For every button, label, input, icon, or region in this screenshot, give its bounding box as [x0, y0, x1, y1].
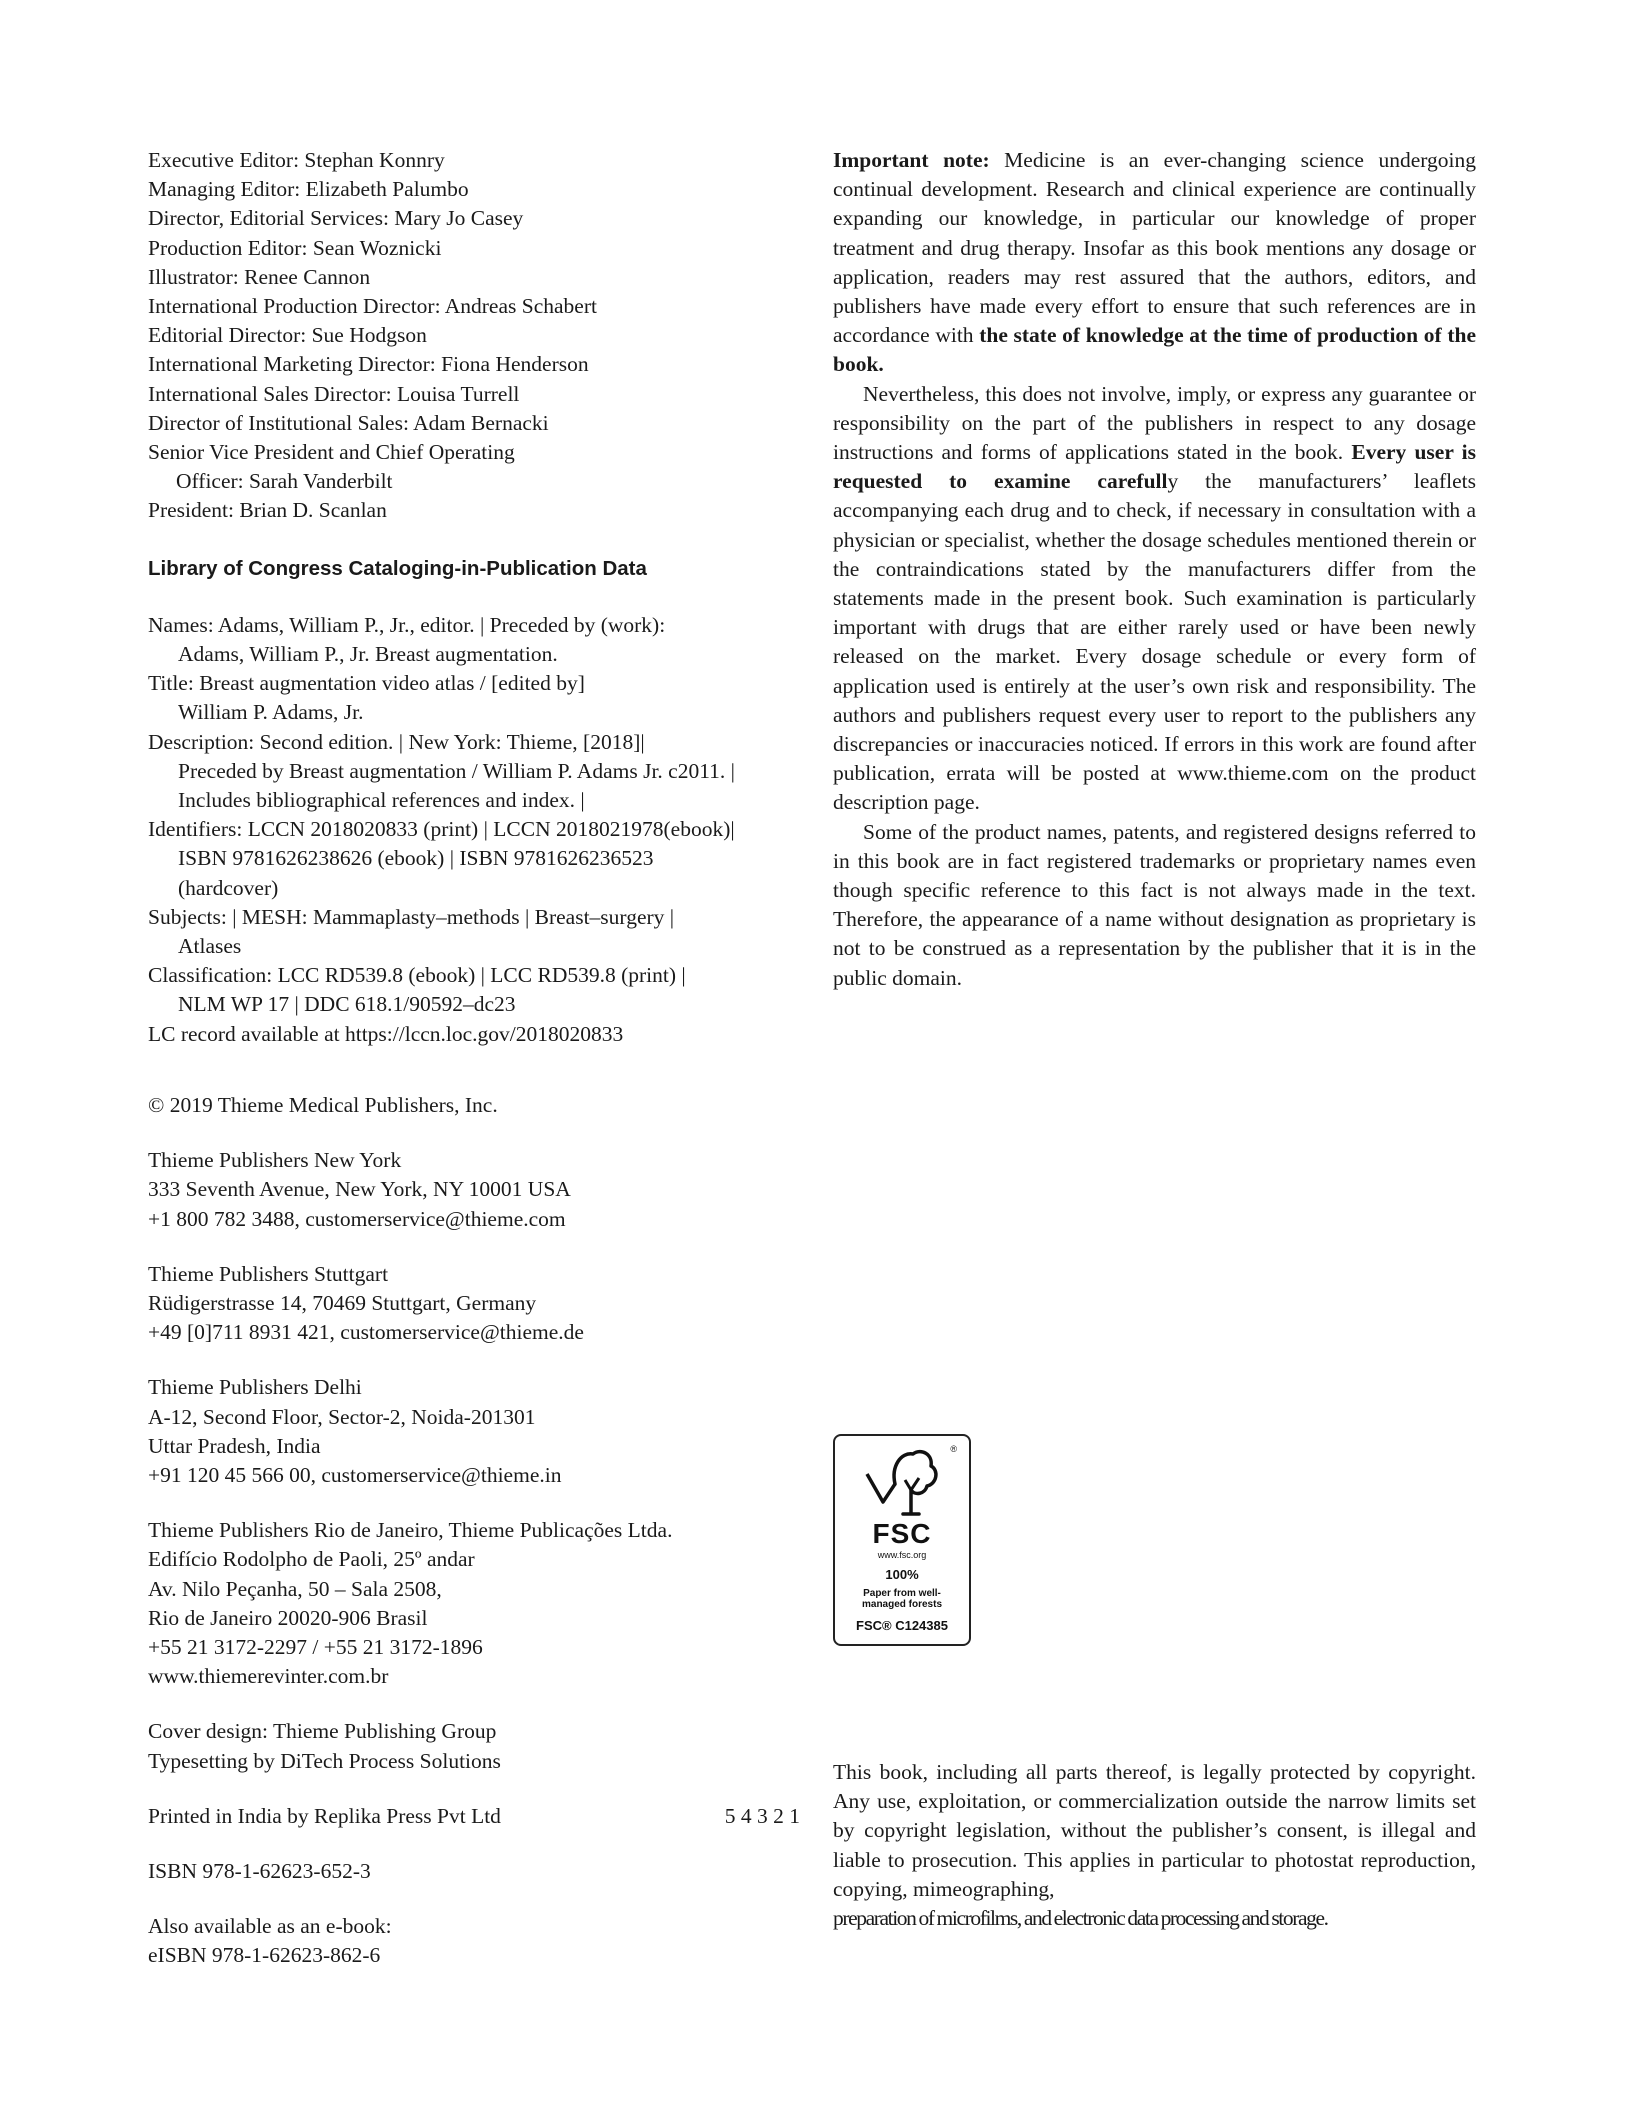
staff-line: President: Brian D. Scanlan	[148, 498, 387, 523]
ebook-line: Also available as an e-book:	[148, 1914, 392, 1939]
cip-line: LC record available at https://lccn.loc.gov/2018020833	[148, 1021, 624, 1046]
cip-line: ISBN 9781626238626 (ebook) | ISBN 9781626236523	[178, 846, 654, 871]
staff-line: Illustrator: Renee Cannon	[148, 264, 371, 289]
left-column	[148, 146, 808, 1971]
staff-line: Officer: Sarah Vanderbilt	[176, 469, 393, 494]
staff-list	[148, 146, 808, 526]
note-label: Important note:	[833, 148, 990, 172]
cip-line: NLM WP 17 | DDC 618.1/90592–dc23	[178, 992, 516, 1017]
office-line: 333 Seventh Avenue, New York, NY 10001 USA	[148, 1177, 571, 1202]
staff-line: International Production Director: Andreas Schabert	[148, 294, 597, 319]
cip-line: William P. Adams, Jr.	[178, 700, 364, 725]
note-text: Nevertheless, this does not involve, imply, or express any guarantee or responsibility on the part of the publishers in respect to any dosage instructions and forms of applications stated in the book.	[833, 381, 1476, 465]
cip-line: Classification: LCC RD539.8 (ebook) | LCC RD539.8 (print) |	[148, 963, 686, 988]
office-line: Rüdigerstrasse 14, 70469 Stuttgart, Germany	[148, 1290, 537, 1315]
office-newyork	[148, 1146, 808, 1234]
office-line: Thieme Publishers Stuttgart	[148, 1261, 389, 1286]
office-line: Thieme Publishers Rio de Janeiro, Thieme Publicações Ltda.	[148, 1518, 673, 1543]
office-line: +91 120 45 566 00, customerservice@thieme.in	[148, 1462, 562, 1487]
cip-line: Description: Second edition. | New York: Thieme, [2018]|	[148, 729, 645, 754]
staff-line: Senior Vice President and Chief Operating	[148, 440, 515, 465]
note-bold: the state of knowledge at the time of production of the book.	[833, 323, 1476, 377]
cip-line: Preceded by Breast augmentation / William P. Adams Jr. c2011. |	[178, 758, 735, 783]
isbn: ISBN 978-1-62623-652-3	[148, 1858, 371, 1883]
cip-line: Includes bibliographical references and index. |	[178, 788, 585, 813]
office-line: Thieme Publishers Delhi	[148, 1375, 362, 1400]
important-note	[833, 146, 1476, 993]
staff-line: International Sales Director: Louisa Turrell	[148, 381, 520, 406]
note-bold: Every user is requested to examine carefull	[833, 440, 1476, 494]
office-line: +49 [0]711 8931 421, customerservice@thieme.de	[148, 1320, 584, 1345]
cip-block	[148, 611, 808, 1049]
fsc-license-code: FSC® C124385	[856, 1618, 948, 1633]
note-paragraph-3: Some of the product names, patents, and registered designs referred to in this book are in fact registered trademarks or proprietary names even though specific reference to this fact is not always made in the text. Therefore, the appearance of a name without designation as proprietary is not to be construed as a representation by the publisher that it is in the public domain.	[833, 819, 1476, 990]
office-line: Av. Nilo Peçanha, 50 – Sala 2508,	[148, 1576, 442, 1601]
design-line: Typesetting by DiTech Process Solutions	[148, 1748, 501, 1773]
cip-line: Title: Breast augmentation video atlas / [edited by]	[148, 671, 585, 696]
ebook-info	[148, 1912, 808, 1970]
office-line: Edifício Rodolpho de Paoli, 25º andar	[148, 1547, 475, 1572]
legal-text: This book, including all parts thereof, is legally protected by copyright. Any use, exploitation, or commercialization outside the narrow limits set by copyright legislation, without the publisher’s consent, is illegal and liable to prosecution. This applies in particular to photostat reproduction, copying, mimeographing,	[833, 1760, 1476, 1901]
staff-line: Director of Institutional Sales: Adam Bernacki	[148, 410, 549, 435]
note-paragraph-2	[833, 380, 1476, 818]
ebook-line: eISBN 978-1-62623-862-6	[148, 1943, 381, 1968]
printed-text: Printed in India by Replika Press Pvt Ltd	[148, 1803, 501, 1828]
cip-line: Subjects: | MESH: Mammaplasty–methods | Breast–surgery |	[148, 904, 675, 929]
legal-last-line: preparation of microfilms, and electronic data processing and storage.	[833, 1906, 1328, 1931]
office-line: +55 21 3172-2297 / +55 21 3172-1896	[148, 1634, 483, 1659]
office-line: Thieme Publishers New York	[148, 1148, 402, 1173]
copyright: © 2019 Thieme Medical Publishers, Inc.	[148, 1092, 498, 1117]
fsc-percent: 100%	[885, 1567, 919, 1582]
cip-line: Names: Adams, William P., Jr., editor. | Preceded by (work):	[148, 612, 666, 637]
fsc-registered: ®	[950, 1444, 957, 1454]
design-credits	[148, 1717, 808, 1775]
office-line: Rio de Janeiro 20020-906 Brasil	[148, 1605, 428, 1630]
staff-line: Director, Editorial Services: Mary Jo Casey	[148, 206, 524, 231]
printed-row	[148, 1802, 800, 1831]
copyright-notice	[833, 1758, 1476, 1933]
cip-line: Adams, William P., Jr. Breast augmentation.	[178, 642, 558, 667]
note-text: y the manufacturers’ leaflets accompanying each drug and to check, if necessary in consultation with a physician or specialist, whether the dosage schedules mentioned therein or the contraindications stated by the manufacturers differ from the statements made in the present book. Such examination is particularly important with drugs that are either rarely used or have been newly released on the market. Every dosage schedule or every form of application used is entirely at the user’s own risk and responsibility. The authors and publishers request every user to report to the publishers any discrepancies or inaccuracies noticed. If errors in this work are found after publication, errata will be posted at www.thieme.com on the product description page.	[833, 469, 1476, 815]
office-line: +1 800 782 3488, customerservice@thieme.com	[148, 1206, 566, 1231]
office-stuttgart	[148, 1260, 808, 1348]
staff-line: Managing Editor: Elizabeth Palumbo	[148, 177, 469, 202]
staff-line: Production Editor: Sean Woznicki	[148, 235, 442, 260]
staff-line: Editorial Director: Sue Hodgson	[148, 323, 427, 348]
cip-line: Atlases	[178, 934, 242, 959]
staff-line: International Marketing Director: Fiona Henderson	[148, 352, 589, 377]
fsc-logo	[833, 1434, 971, 1646]
cip-heading: Library of Congress Cataloging-in-Publication Data	[148, 556, 647, 580]
print-run-numbers: 5 4 3 2 1	[724, 1803, 800, 1828]
office-rio	[148, 1516, 808, 1691]
fsc-brand: FSC	[872, 1518, 932, 1549]
fsc-url: www.fsc.org	[877, 1550, 927, 1560]
office-line: Uttar Pradesh, India	[148, 1433, 321, 1458]
office-delhi	[148, 1373, 808, 1490]
office-line: A-12, Second Floor, Sector-2, Noida-201301	[148, 1404, 536, 1429]
office-line: www.thiemerevinter.com.br	[148, 1664, 389, 1689]
cip-line: (hardcover)	[178, 875, 279, 900]
staff-line: Executive Editor: Stephan Konnry	[148, 148, 445, 172]
cip-line: Identifiers: LCCN 2018020833 (print) | LCCN 2018021978(ebook)|	[148, 817, 735, 842]
note-paragraph-1	[833, 146, 1476, 380]
fsc-tree-icon	[861, 1444, 945, 1522]
design-line: Cover design: Thieme Publishing Group	[148, 1719, 497, 1744]
fsc-paper-source: Paper from well-managed forests	[861, 1588, 943, 1610]
note-text: Medicine is an ever-changing science undergoing continual development. Research and clinical experience are continually expanding our knowledge, in particular our knowledge of proper treatment and drug therapy. Insofar as this book mentions any dosage or application, readers may rest assured that the authors, editors, and publishers have made every effort to ensure that such references are in accordance with	[833, 148, 1476, 348]
